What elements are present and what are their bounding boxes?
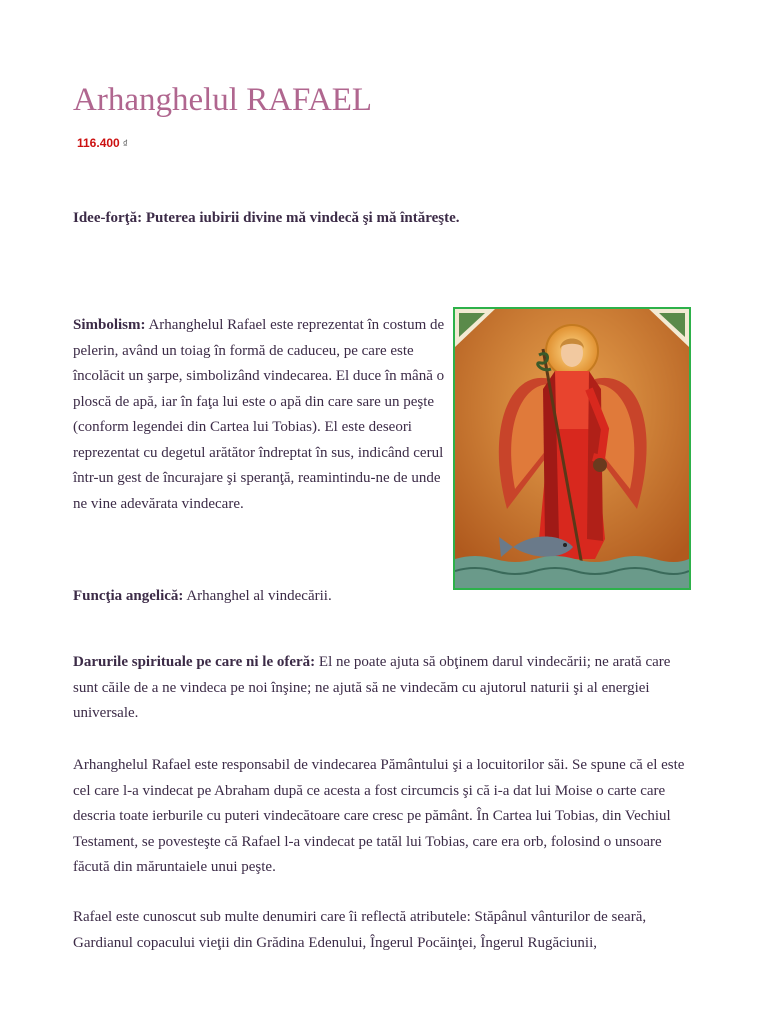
darurile-paragraph: [73, 650, 695, 727]
functia-label: Funcţia angelică:: [73, 588, 184, 604]
idee-forta-paragraph: [73, 206, 695, 232]
price-value: 116.400: [77, 136, 120, 150]
price-tag: [77, 136, 128, 150]
archangel-raphael-icon: [455, 309, 689, 588]
functia-angelica-paragraph: [73, 584, 449, 610]
document-page: [73, 0, 695, 1024]
simbolism-label: Simbolism:: [73, 317, 146, 333]
archangel-raphael-image: [453, 307, 691, 590]
body-paragraph-2: Rafael este cunoscut sub multe denumiri care îi reflectă atributele: Stăpânul vânturilor de seară, Gardianul copacului vieţii din Grădina Edenului, Îngerul Pocăinţei, Îngerul Rugăciunii,: [73, 909, 647, 951]
darurile-text: El ne poate ajuta să obţinem darul vindecării; ne arată care sunt căile de a ne vindeca pe noi înşine; ne ajută să ne vindecăm cu ajutorul naturii şi al energiei universale.: [73, 654, 671, 721]
simbolism-text: Arhanghelul Rafael este reprezentat în costum de pelerin, având un toiag în formă de caduceu, pe care este încolăcit un şarpe, simbolizând vindecarea. El duce în mână o ploscă de apă, iar în faţa lui este o apă din care sare un peşte (conform legendei din Cartea lui Tobias). El este deseori reprezentat cu degetul arătător îndreptat în sus, indicând cerul într-un gest de încurajare şi speranţă, reamintindu-ne de unde ne vine adevărata vindecare.: [73, 317, 445, 512]
page-title: Arhanghelul RAFAEL: [73, 82, 373, 118]
price-currency: ₫: [122, 139, 128, 150]
simbolism-paragraph: [73, 313, 449, 517]
body-paragraph-1: Arhanghelul Rafael este responsabil de vindecarea Pământului şi a locuitorilor săi. Se spune că el este cel care l-a vindecat pe Abraham după ce acesta a fost circumcis şi că i-a dat lui Moise o carte care descria toate ierburile cu puteri vindecătoare care cresc pe pământ. În Cartea lui Tobias, din Vechiul Testament, se povesteşte că Rafael l-a vindecat pe tatăl lui Tobias, care era orb, folosind o unsoare făcută din măruntaiele unui peşte.: [73, 757, 685, 875]
idee-forta-text: Idee-forţă: Puterea iubirii divine mă vindecă şi mă întăreşte.: [73, 210, 460, 226]
functia-text: Arhanghel al vindecării.: [186, 588, 332, 604]
darurile-label: Darurile spirituale pe care ni le oferă:: [73, 654, 316, 670]
